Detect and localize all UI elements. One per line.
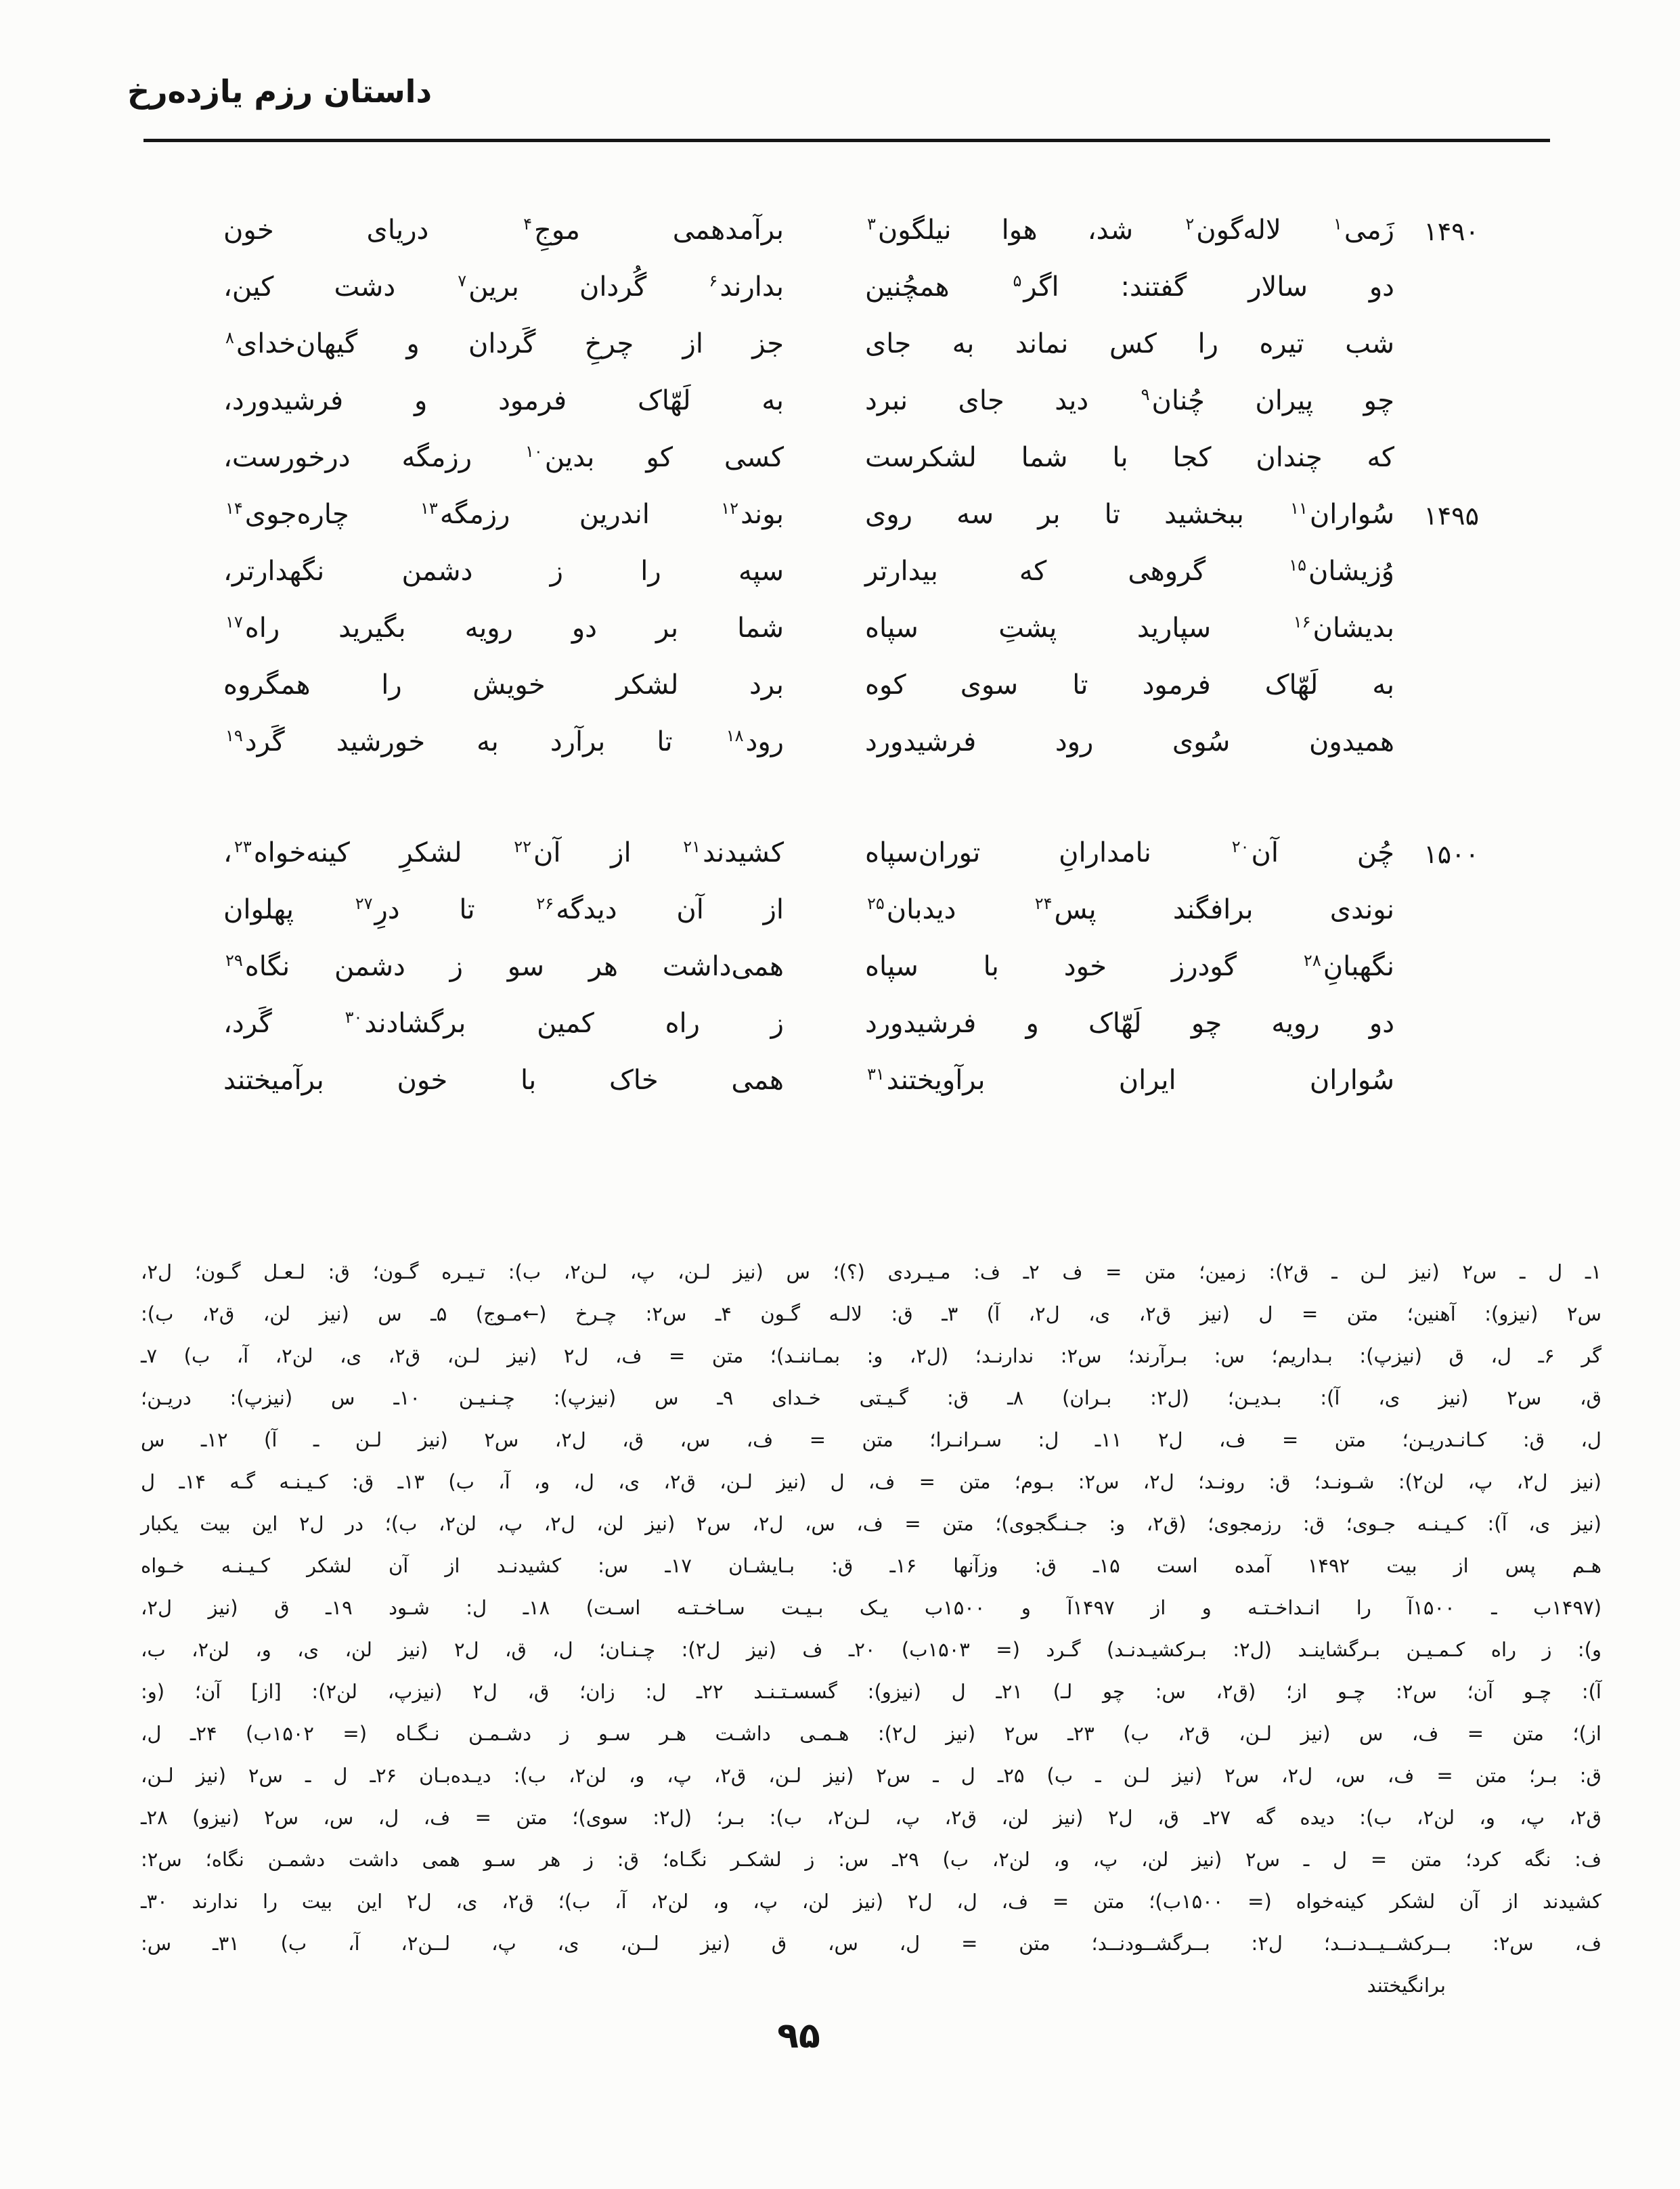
apparatus-line: ق: بـر؛ متن = ف، س، ل۲، س۲ (نیز لـن ـ ب) ۲۵ـ ل ـ س۲ (نیز لـن، ق۲، پ، و، لن۲، ب): دیـده‌بـان ۲۶ـ ل ـ س۲ (نیز لـن، [141,1764,1602,1787]
hemistich-left: کسی کو بدین$^{۱۰}$ رزمگه درخورست، [223,441,784,473]
hemistich-left: شما بر دو رویه بگیرید راه$^{۱۷}$ [225,612,784,644]
apparatus-line: (نیز ی، آ): کـیـنـه جـوی؛ ق: رزمجوی؛ (ق۲، و: جـنـگجوی)؛ متن = ف، س، ل۲، س۲ (نیز لن، ل۲، پ، لن۲، ب)؛ در ل۲ این بیت یکبار [141,1512,1601,1535]
hemistich-right: سُواران$^{۱۱}$ ببخشید تا بر سه روی [865,498,1394,530]
hemistich-left: از آن دیدگه$^{۲۶}$ تا درِ$^{۲۷}$ پهلوان [223,893,784,925]
hemistich-left: برآمدهمی موجِ$^۴$ دریای خون [223,214,784,246]
hemistich-right: وُزیشان$^{۱۵}$ گروهی که بیدارتر [865,555,1394,587]
verse-row [223,938,1394,995]
verse-row [223,600,1394,657]
hemistich-left: همی‌داشت هر سو ز دشمن نگاه$^{۲۹}$ [225,950,784,982]
hemistich-left: به لَهّاک فرمود و فرشیدورد، [223,385,784,416]
hemistich-right: همیدون سُوی رود فرشیدورد [865,726,1394,757]
apparatus-line: ف، س۲: بــرکشــیــدنــد؛ ل۲: بــرگشــودنــد؛ متن = ل، س، ق (نیز لــن، ی، پ، لــن۲، آ، ب) ۳۱ـ س: [141,1932,1602,1955]
verse-row [223,543,1394,600]
hemistich-right: که چندان کجا با شما لشکرست [865,442,1394,473]
apparatus-line: ل، ق: کـانـدریـن؛ متن = ف، ل۲ ۱۱ـ ل: سـرانـرا؛ متن = ف، س، ق، ل۲، س۲ (نیز لـن ـ آ) ۱۲ـ س [141,1428,1601,1451]
hemistich-right: چُن آن$^{۲۰}$ نامدارانِ توران‌سپاه [865,837,1394,868]
apparatus-line: (نیز ل۲، پ، لن۲): شـونـد؛ ق: رونـد؛ ل۲، س۲: بـوم؛ متن = ف، ل (نیز لـن، ق۲، ی، ل، و، آ، ب) ۱۳ـ ق: کـیـنـه گـه ۱۴ـ ل [141,1470,1601,1493]
running-title: داستان رزم یازده‌رخ [127,73,433,110]
hemistich-right: بدیشان$^{۱۶}$ سپارید پشتِ سپاه [865,612,1394,644]
verse-section [223,202,1394,1109]
hemistich-left: سپه را ز دشمن نگهدارتر، [223,556,784,587]
hemistich-right: نگهبانِ$^{۲۸}$ گودرز خود با سپاه [865,950,1394,982]
verse-row [223,259,1394,315]
verse-row [223,995,1394,1052]
apparatus-line: از)؛ متن = ف، س (نیز لـن، ق۲، ب) ۲۳ـ س۲ (نیز ل۲): هـمـی داشـت هـر سـو ز دشـمـن نـگـاه (= ۱۵۰۲ب) ۲۴ـ ل، [141,1722,1601,1745]
apparatus-line: گر ۶ـ ل، ق (نیزپ): بـداریم؛ س: بـرآرند؛ س۲: ندارنـد؛ (ل۲، و: بمـاننـد)؛ متن = ف، ل۲ (نیز لـن، ق۲، ی، لن۲، آ، ب) ۷ـ [141,1344,1602,1367]
verse-row [223,315,1394,372]
apparatus-line: (۱۴۹۷ب ـ ۱۵۰۰آ را انـداخـتـه و از ۱۴۹۷آ و ۱۵۰۰ب یـک بـیـت سـاخـتـه اسـت) ۱۸ـ ل: شـود ۱۹ـ ق (نیز ل۲، [141,1596,1602,1619]
verse-row [223,1052,1394,1109]
verse-number: ۱۴۹۰ [1423,217,1479,246]
apparatus-line: ۱ـ ل ـ س۲ (نیز لـن ـ ق۲): زمین؛ متن = ف ۲ـ ف: مـیـردی (؟)؛ س (نیز لـن، پ، لـن۲، ب): تـیـره گـون؛ ق: لـعـل گـون؛ ل۲، [141,1260,1602,1283]
verse-number: ۱۵۰۰ [1423,839,1479,869]
verse-block-gap [223,770,1394,824]
apparatus-line: ف: نگه کرد؛ متن = ل ـ س۲ (نیز لن، پ، و، لن۲، ب) ۲۹ـ س: ز لشکـر نگـاه؛ ق: ز هر سـو همی داشت دشمـن نگاه؛ س۲: [141,1848,1602,1871]
apparatus-line: ق، س۲ (نیز ی، آ): بـدیـن؛ (ل۲: بـران) ۸ـ ق: گـیـتی خـدای ۹ـ س (نیزپ): چـنـیـن ۱۰ـ س (نیزپ): دریـن؛ [141,1386,1602,1409]
page-number: ۹۵ [777,2016,820,2056]
hemistich-left: جز از چرخِ گَردان و گیهان‌خدای$^۸$ [225,328,784,359]
hemistich-right: دو سالار گفتند: اگر$^۵$ همچُنین [865,271,1394,303]
hemistich-right: نوندی برافگند پس$^{۲۴}$ دیدبان$^{۲۵}$ [867,893,1394,925]
header-rule [143,139,1550,142]
verse-number: ۱۴۹۵ [1423,501,1479,531]
hemistich-left: ز راه کمین برگشادند$^{۳۰}$ گَرد، [223,1007,784,1039]
verse-row [223,713,1394,770]
hemistich-left: کشیدند$^{۲۱}$ از آن$^{۲۲}$ لشکرِ کینه‌خواه$^{۲۳}$، [223,837,784,868]
hemistich-left: بدارند$^۶$ گُردان برین$^۷$ دشت کین، [223,271,784,303]
hemistich-left: رود$^{۱۸}$ تا برآرد به خورشید گَرد$^{۱۹}$ [225,726,784,757]
verse-row [223,372,1394,429]
apparatus-line: کشیدند از آن لشکر کینه‌خواه (= ۱۵۰۰ب)؛ متن = ف، ل، ل۲ (نیز لن، پ، و، لن۲، آ، ب)؛ ق۲، ی، ل۲ این بیت را ندارند ۳۰ـ [141,1890,1601,1913]
hemistich-right: شب تیره را کس نماند به جای [865,328,1394,359]
hemistich-left: همی خاک با خون برآمیختند [223,1065,784,1096]
verse-row [223,202,1394,259]
hemistich-right: سُواران ایران برآویختند$^{۳۱}$ [867,1064,1394,1096]
verse-row [223,486,1394,543]
apparatus-line: و): ز راه کـمـیـن بـرگشاینـد (ل۲: بـرکشیـدنـد) گـرد (= ۱۵۰۳ب) ۲۰ـ ف (نیز ل۲): چـنـان؛ ل، ق، ل۲ (نیز لن، ی، و، لن۲، ب، [141,1638,1601,1661]
hemistich-left: بوند$^{۱۲}$ اندرین رزمگه$^{۱۳}$ چاره‌جوی$^{۱۴}$ [225,498,784,530]
hemistich-right: چو پیران چُنان$^۹$ دید جای نبرد [865,384,1394,416]
verse-row [223,429,1394,486]
verse-row [223,881,1394,938]
apparatus-line: هـم پس از بیت ۱۴۹۲ آمده است ۱۵ـ ق: وزآنها ۱۶ـ ق: بـایشـان ۱۷ـ س: کشیدنـد از آن لشکر کـیـنـه خـواه [141,1554,1601,1577]
hemistich-left: برد لشکر خویش را همگروه [223,669,784,701]
critical-apparatus [141,1251,1601,2006]
apparatus-hanging-word: برانگیختند [1367,1974,1446,1997]
hemistich-right: به لَهّاک فرمود تا سوی کوه [865,669,1394,701]
apparatus-line: ق۲، پ، و، لن۲، ب): دیده گه ۲۷ـ ق، ل۲ (نیز لن، ق۲، پ، لـن۲، ب): بـر؛ (ل۲: سوی)؛ متن = ف، ل، س، س۲ (نیزو) ۲۸ـ [141,1806,1601,1829]
hemistich-right: زَمی$^۱$ لاله‌گون$^۲$ شد، هوا نیلگون$^۳$ [867,214,1394,246]
verse-row [223,657,1394,713]
apparatus-line: آ): چـو آن؛ س۲: چـو از؛ (ق۲، س: چو لـ) ۲۱ـ ل (نیزو): گسسـتـنـد ۲۲ـ ل: زان؛ ق، ل۲ (نیزپ، لن۲): [از] آن؛ (و: [141,1680,1601,1703]
verse-row [223,824,1394,881]
apparatus-line: س۲ (نیزو): آهنین؛ متن = ل (نیز ق۲، ی، ل۲، آ) ۳ـ ق: لالـه گـون ۴ـ س۲: چـرخ (←مـوج) ۵ـ س (نیز لن، ق۲، ب): [141,1302,1601,1325]
hemistich-right: دو رویه چو لَهّاک و فرشیدورد [865,1008,1394,1039]
